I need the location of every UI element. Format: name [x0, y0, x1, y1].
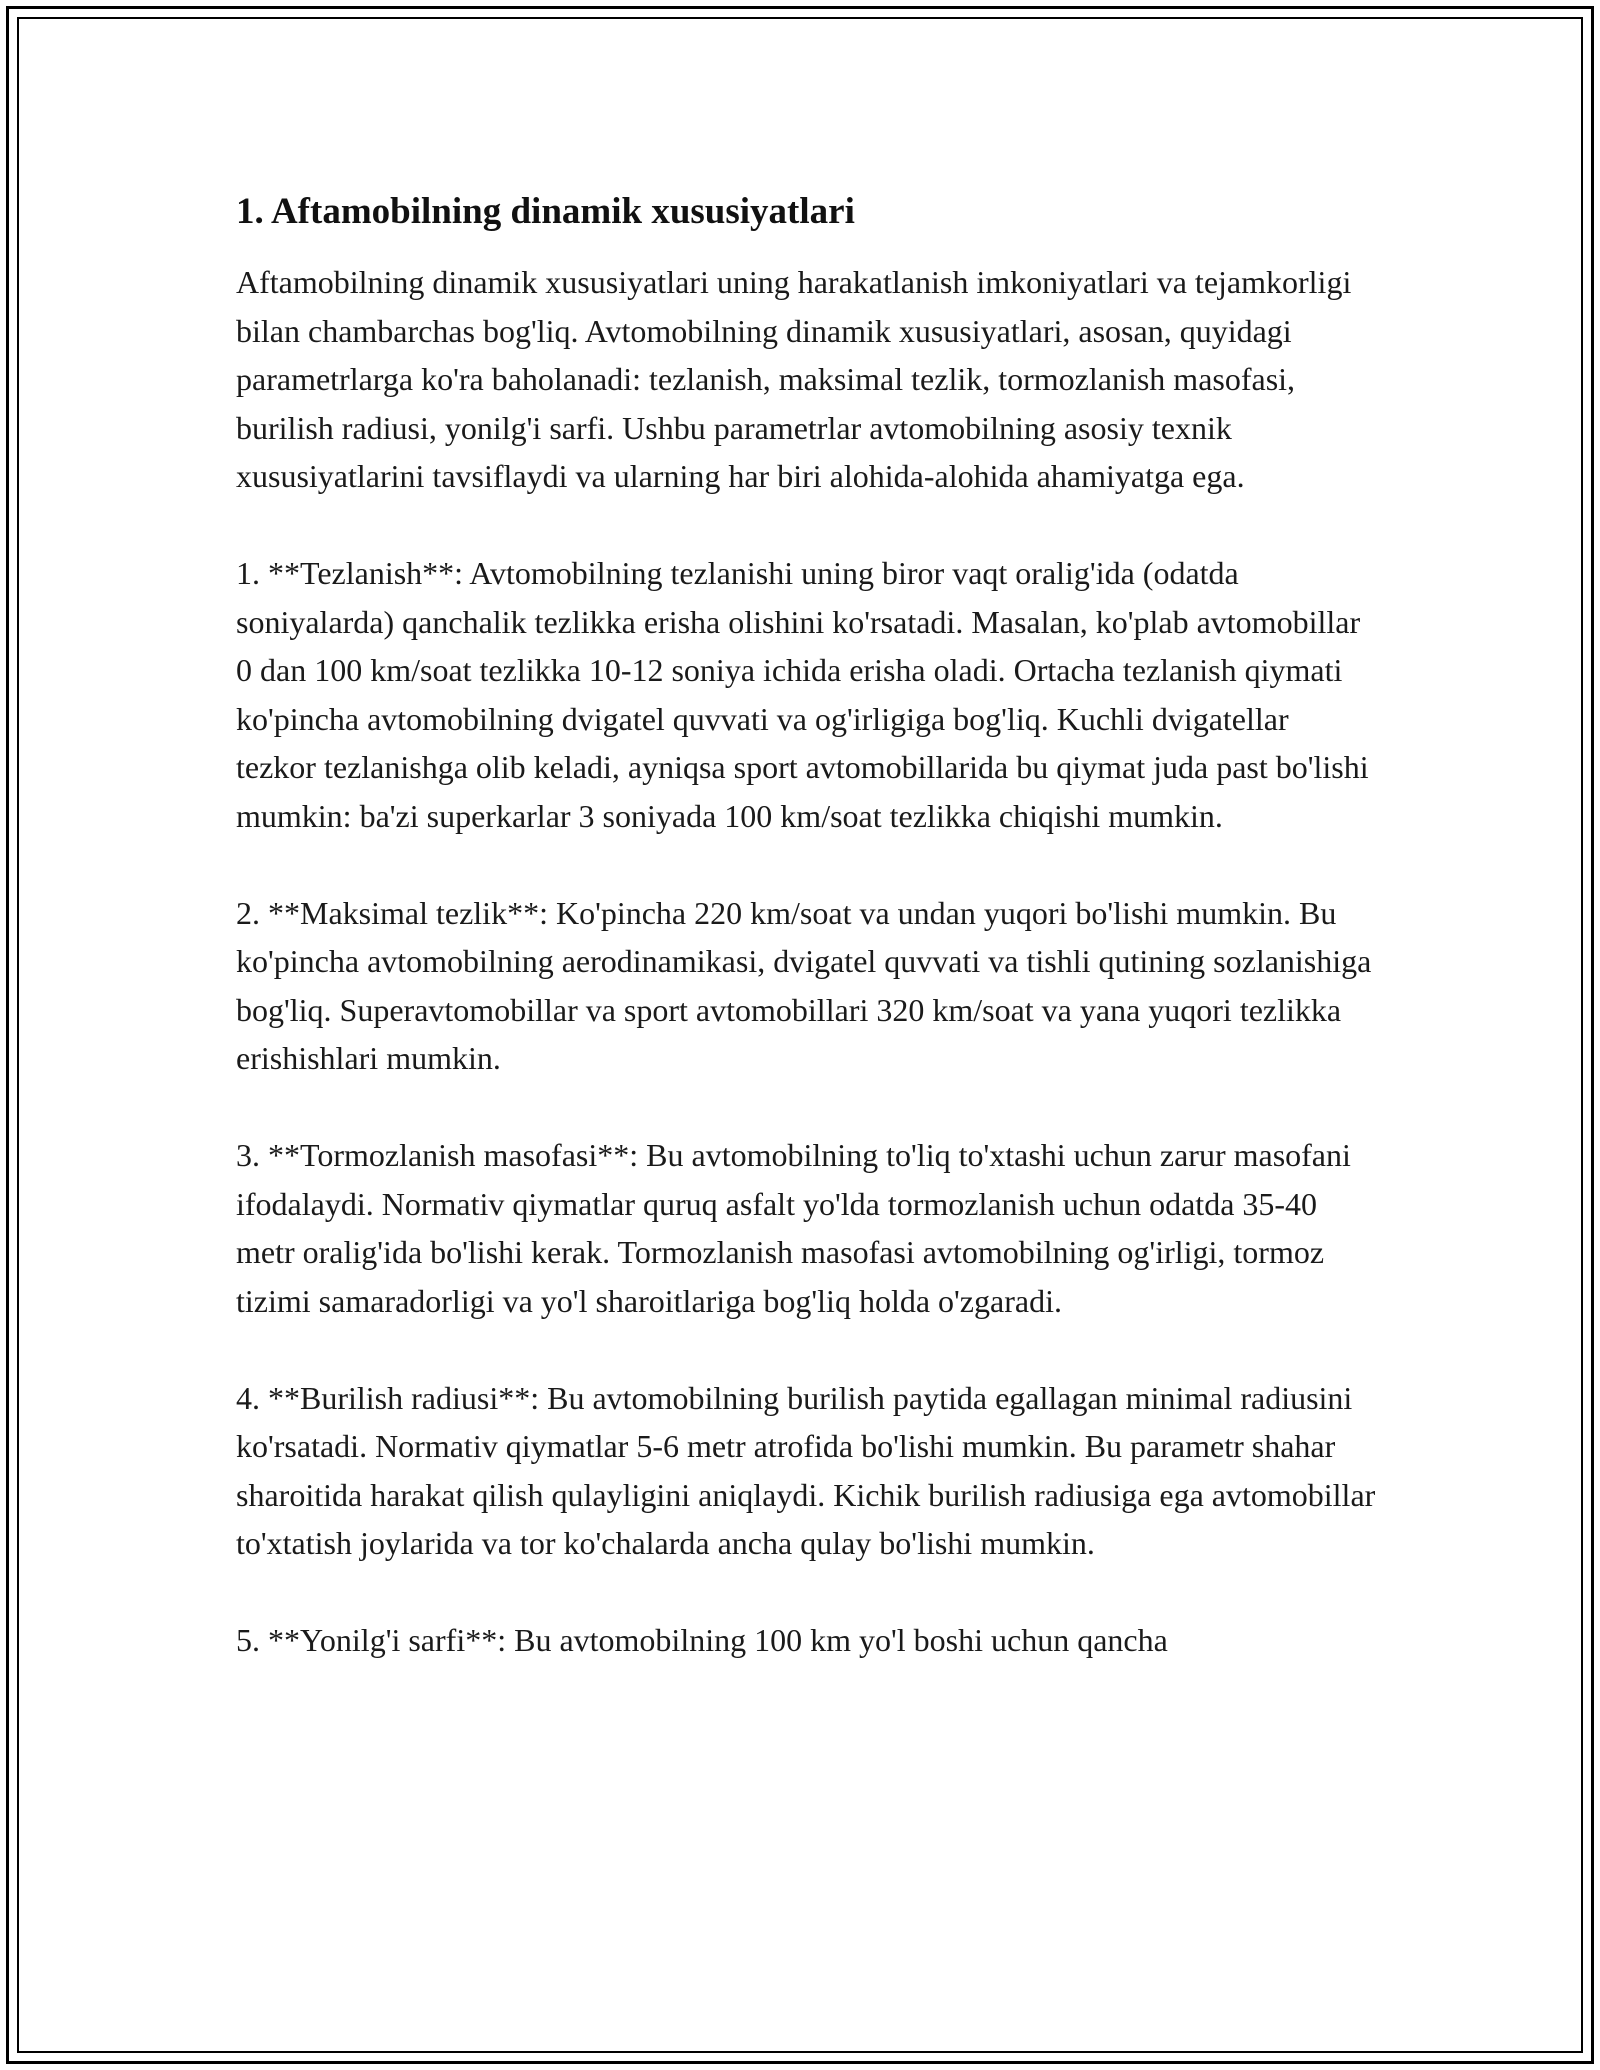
paragraph-turning-radius: 4. **Burilish radiusi**: Bu avtomobilning burilish paytida egallagan minimal radiusini ko'rsatadi. Normativ qiymatlar 5-6 metr atrofida bo'lishi mumkin. Bu parametr shahar sharoitida harakat qilish qulayligini aniqlaydi. Kichik burilish radiusiga ega avtomobillar to'xtatish joylarida va tor ko'chalarda ancha qulay bo'lishi mumkin. [236, 1379, 1376, 1561]
intro-paragraph: Aftamobilning dinamik xususiyatlari uning harakatlanish imkoniyatlari va tejamkorligi bilan chambarchas bog'liq. Avtomobilning dinamik xususiyatlari, asosan, quyidagi parametrlarga ko'ra baholanadi: tezlanish, maksimal tezlik, tormozlanish masofasi, burilish radiusi, yonilg'i sarfi. Ushbu parametrlar avtomobilning asosiy texnik xususiyatlarini tavsiflaydi va ularning har biri alohida-alohida ahamiyatga ega. [236, 264, 1352, 494]
paragraph-max-speed: 2. **Maksimal tezlik**: Ko'pincha 220 km/soat va undan yuqori bo'lishi mumkin. Bu ko'pincha avtomobilning aerodinamikasi, dvigatel quvvati va tishli qutining sozlanishiga bog'liq. Superavtomobillar va sport avtomobillari 320 km/soat va yana yuqori tezlikka erishishlari mumkin. [236, 894, 1372, 1076]
paragraph-fuel-consumption: 5. **Yonilg'i sarfi**: Bu avtomobilning 100 km yo'l boshi uchun qancha [236, 1622, 1168, 1658]
section-heading: 1. Aftamobilning dinamik xususiyatlari [236, 191, 855, 232]
paragraph-acceleration: 1. **Tezlanish**: Avtomobilning tezlanishi uning biror vaqt oralig'ida (odatda soniyalarda) qanchalik tezlikka erisha olishini ko'rsatadi. Masalan, ko'plab avtomobillar 0 dan 100 km/soat tezlikka 10-12 soniya ichida erisha oladi. Ortacha tezlanish qiymati ko'pincha avtomobilning dvigatel quvvati va og'irligiga bog'liq. Kuchli dvigatellar tezkor tezlanishga olib keladi, ayniqsa sport avtomobillarida bu qiymat juda past bo'lishi mumkin: ba'zi superkarlar 3 soniyada 100 km/soat tezlikka chiqishi mumkin. [236, 555, 1369, 834]
document-body [236, 188, 1376, 1713]
paragraph-braking-distance: 3. **Tormozlanish masofasi**: Bu avtomobilning to'liq to'xtashi uchun zarur masofani ifodalaydi. Normativ qiymatlar quruq asfalt yo'lda tormozlanish uchun odatda 35-40 metr oralig'ida bo'lishi kerak. Tormozlanish masofasi avtomobilning og'irligi, tormoz tizimi samaradorligi va yo'l sharoitlariga bog'liq holda o'zgaradi. [236, 1137, 1351, 1319]
